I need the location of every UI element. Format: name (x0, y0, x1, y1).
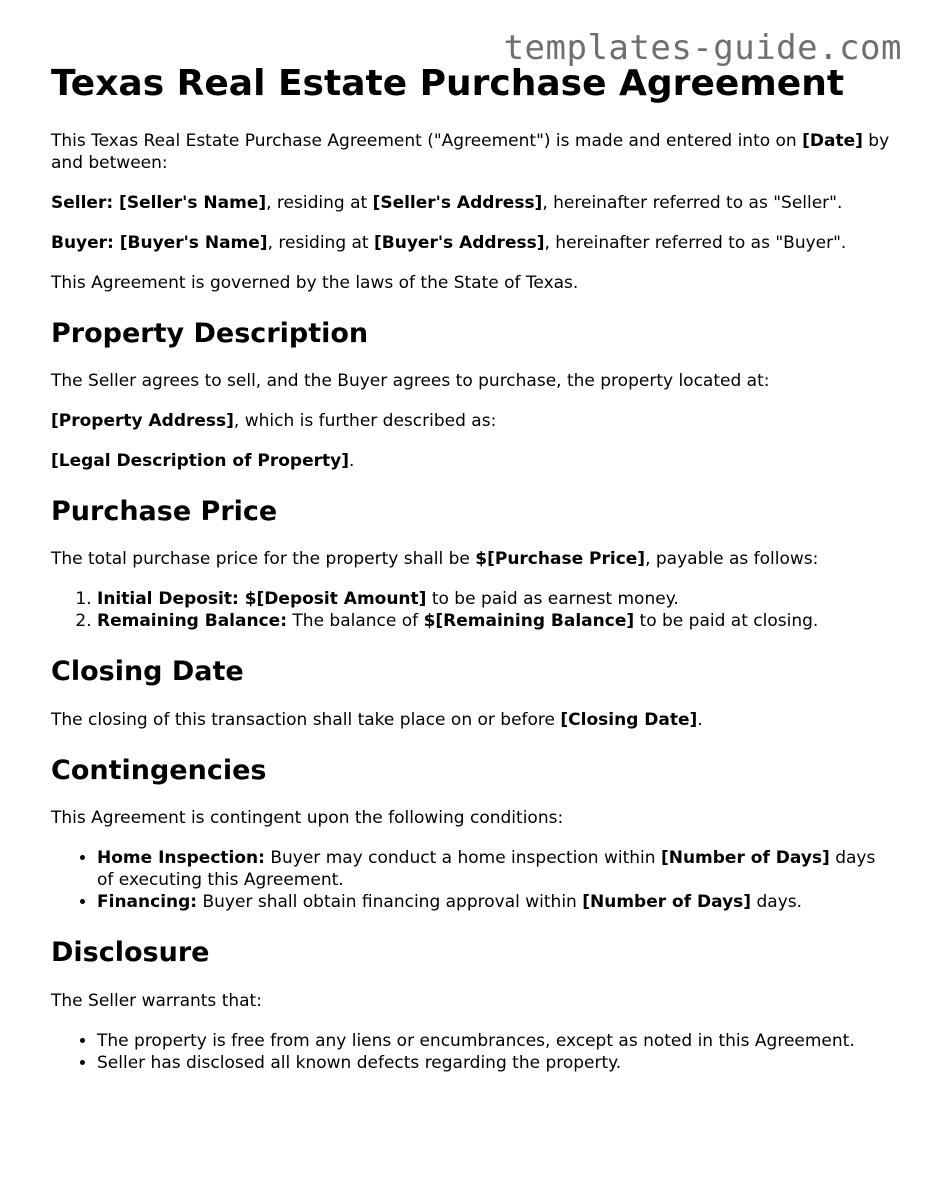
list-item-text-end: days of executing this Agreement. (97, 848, 876, 891)
contingencies-list (51, 847, 891, 913)
intro-text: This Texas Real Estate Purchase Agreement ("Agreement") is made and entered into on (51, 130, 803, 151)
legal-description-paragraph (51, 450, 891, 472)
property-address-paragraph (51, 410, 891, 432)
disclosure-paragraph: The Seller warrants that: (51, 990, 262, 1011)
document-title: Texas Real Estate Purchase Agreement (51, 63, 845, 104)
contingencies-heading: Contingencies (51, 754, 267, 786)
list-item-text: The balance of (287, 611, 424, 632)
list-item-label: Initial Deposit: $[Deposit Amount] (97, 589, 427, 610)
list-item-placeholder: $[Remaining Balance] (423, 611, 635, 632)
document-page (51, 64, 891, 1092)
buyer-address-placeholder: [Buyer's Address] (374, 232, 545, 253)
closing-date-paragraph (51, 709, 891, 731)
list-item (97, 847, 891, 891)
list-item-text-end: days. (751, 892, 803, 913)
list-item-placeholder: [Number of Days] (660, 848, 830, 869)
property-address-text: , which is further described as: (233, 410, 497, 431)
closing-date-heading: Closing Date (51, 656, 244, 688)
property-address-placeholder: [Property Address] (51, 410, 234, 431)
seller-text: , residing at (266, 192, 373, 213)
purchase-price-paragraph (51, 548, 891, 570)
purchase-price-text: The total purchase price for the property shall be (51, 549, 476, 570)
seller-address-placeholder: [Seller's Address] (372, 192, 543, 213)
property-heading: Property Description (51, 317, 369, 349)
list-item: • Seller has disclosed all known defects regarding the property. (97, 1052, 891, 1074)
list-item-text: Buyer shall obtain financing approval within (197, 892, 583, 913)
closing-text-end: . (697, 709, 703, 730)
seller-text-end: , hereinafter referred to as "Seller". (542, 192, 843, 213)
list-item-text: Buyer may conduct a home inspection within (264, 848, 661, 869)
watermark-text: templates-guide.com (503, 28, 902, 68)
buyer-text: , residing at (267, 232, 374, 253)
payment-list (51, 588, 891, 632)
disclosure-list (51, 1030, 891, 1074)
list-item-label: Home Inspection: (97, 848, 265, 869)
legal-description-placeholder: [Legal Description of Property] (51, 450, 349, 471)
governing-law-paragraph: This Agreement is governed by the laws of the State of Texas. (51, 272, 579, 293)
property-paragraph: The Seller agrees to sell, and the Buyer agrees to purchase, the property located at: (51, 370, 770, 391)
list-item-placeholder: [Number of Days] (582, 892, 752, 913)
list-item (97, 588, 891, 610)
seller-label: Seller: [Seller's Name] (51, 192, 267, 213)
list-item-label: Remaining Balance: (97, 611, 287, 632)
purchase-price-heading: Purchase Price (51, 495, 278, 527)
legal-description-end: . (348, 450, 355, 471)
closing-date-placeholder: [Closing Date] (560, 709, 698, 730)
list-item-text-end: to be paid at closing. (634, 611, 819, 632)
buyer-text-end: , hereinafter referred to as "Buyer". (544, 232, 847, 253)
disclosure-heading: Disclosure (51, 937, 210, 969)
seller-paragraph (51, 192, 891, 214)
purchase-price-placeholder: $[Purchase Price] (475, 549, 646, 570)
list-item (97, 891, 891, 913)
list-item (97, 610, 891, 632)
intro-paragraph (51, 130, 891, 174)
buyer-paragraph (51, 232, 891, 254)
list-item-label: Financing: (97, 892, 198, 913)
intro-text-end: by and between: (51, 130, 890, 173)
contingencies-paragraph: This Agreement is contingent upon the following conditions: (51, 808, 564, 829)
list-item: • The property is free from any liens or encumbrances, except as noted in this Agreement. (97, 1030, 891, 1052)
list-item-text: to be paid as earnest money. (426, 589, 679, 610)
purchase-price-text-end: , payable as follows: (645, 549, 819, 570)
buyer-label: Buyer: [Buyer's Name] (51, 232, 268, 253)
closing-text: The closing of this transaction shall take place on or before (51, 709, 561, 730)
date-placeholder: [Date] (802, 130, 863, 151)
